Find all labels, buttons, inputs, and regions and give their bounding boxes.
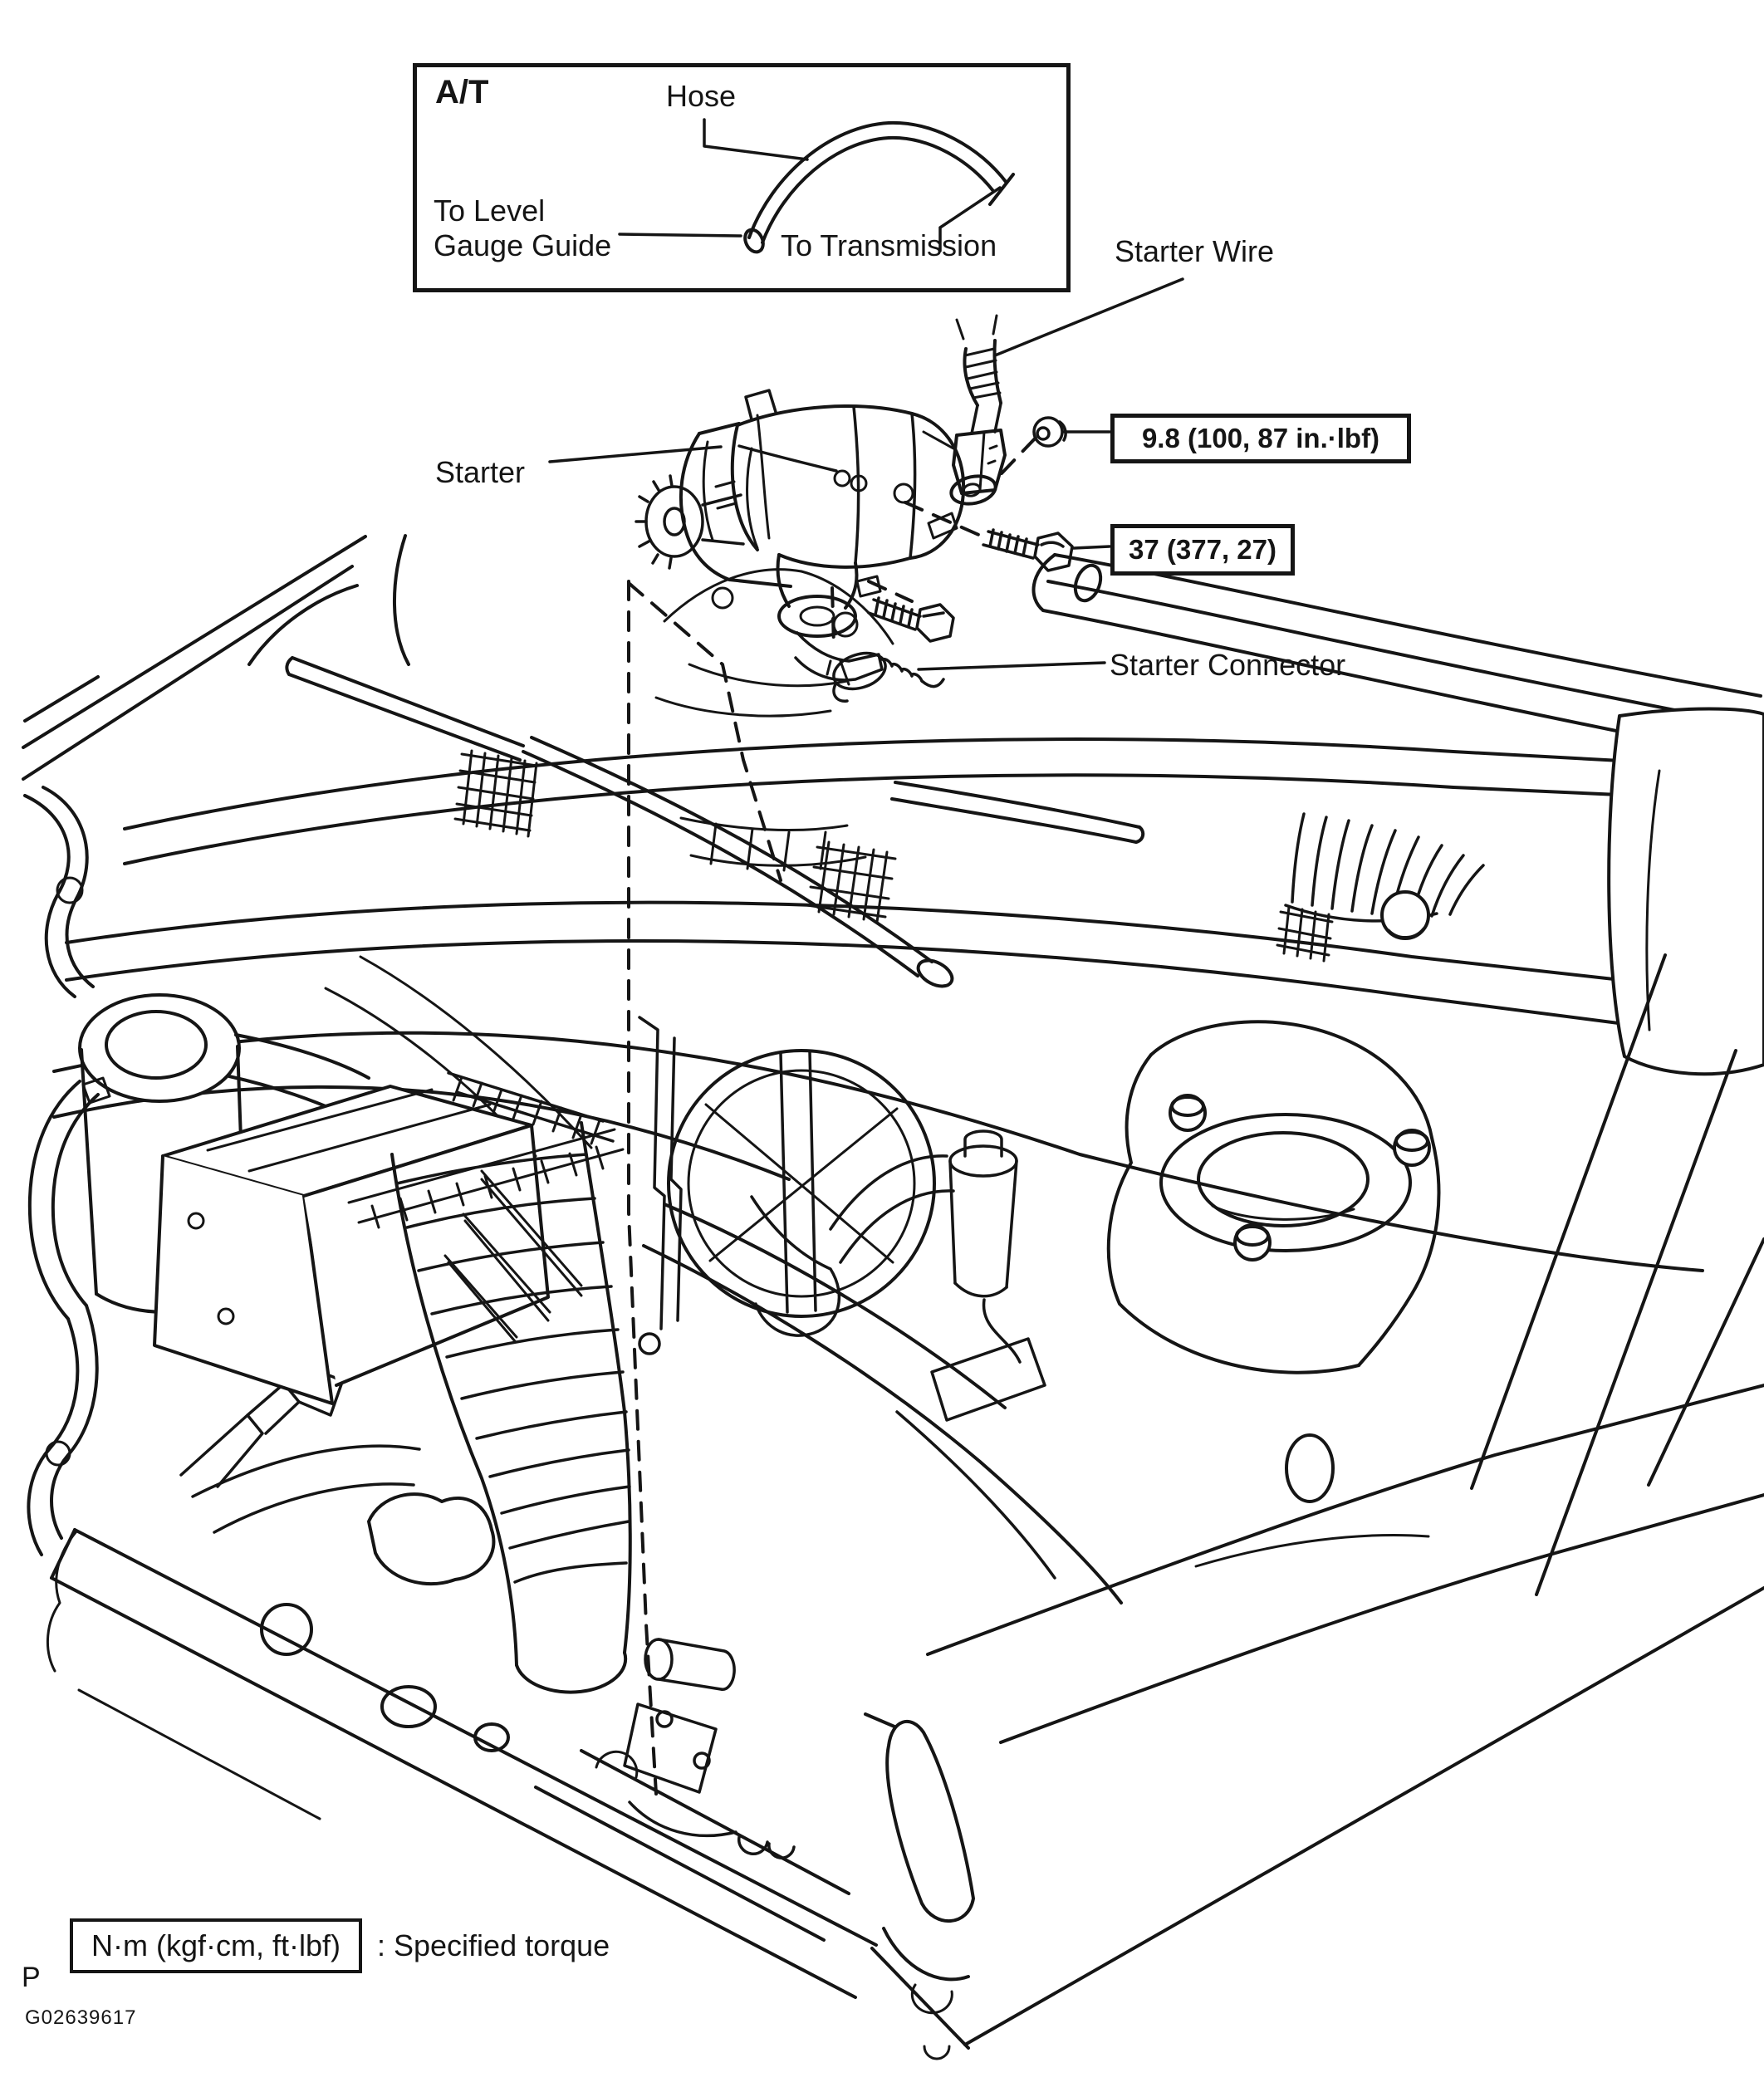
starter-motor [733, 390, 963, 567]
pinion-gear [636, 476, 743, 568]
air-cleaner-box [154, 1073, 623, 1404]
torque-units-box: N·m (kgf·cm, ft·lbf) [70, 1918, 362, 1973]
at-inset-box [413, 63, 1071, 292]
inset-title: A/T [435, 74, 489, 110]
hose-label: Hose [666, 79, 737, 113]
torque-legend-description: : Specified torque [376, 1928, 610, 1962]
vent-grille-left [455, 751, 537, 836]
starter-connector-label: Starter Connector [1110, 648, 1346, 682]
starter-connector-part [829, 647, 943, 701]
dashed-guide-lines [629, 437, 1036, 1794]
flange-nut [1034, 418, 1066, 446]
torque-legend [70, 1918, 610, 1973]
level-gauge-guide-line1: To Level [434, 194, 546, 228]
level-gauge-guide-line2: Gauge Guide [434, 228, 612, 262]
strut-tower [1109, 1022, 1439, 1372]
engine-bay-drawing [23, 536, 1764, 2059]
starter-wire-part [948, 316, 1005, 507]
starter-wire-label: Starter Wire [1115, 234, 1275, 268]
figure-id: G02639617 [25, 2006, 137, 2029]
level-gauge-guide-label [434, 194, 611, 263]
torque-spec-nut: 9.8 (100, 87 in.·lbf) [1110, 414, 1411, 463]
reservoir [950, 1131, 1020, 1362]
starter-assembly-drawing [636, 316, 1072, 701]
guide-bracket [639, 1017, 681, 1354]
to-transmission-label: To Transmission [781, 228, 997, 262]
fan-wheel [669, 1051, 934, 1335]
starter-label: Starter [435, 455, 526, 489]
mount-bolt-upper [983, 530, 1072, 571]
mount-bolt-lower [869, 598, 953, 641]
torque-spec-bolt: 37 (377, 27) [1110, 524, 1295, 576]
page-marker: P [22, 1962, 41, 1993]
